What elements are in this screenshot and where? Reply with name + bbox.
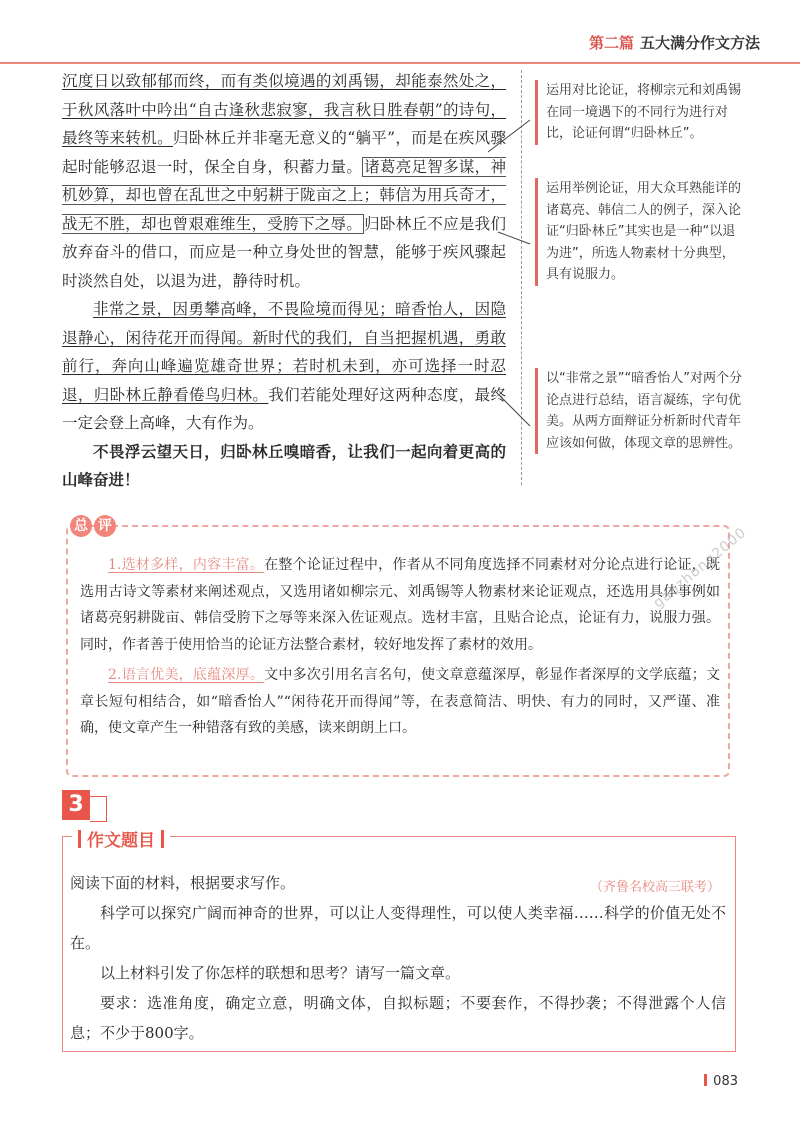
- connector-line-1: [488, 120, 530, 152]
- essay-sentence: 归卧林丘不应是我们放弃奋斗的借口，而应是一种立身处世的智慧，能够于疾风骤起时淡然自处，以退为进，静待时机。: [62, 214, 506, 290]
- topic-heading: [72, 826, 170, 851]
- topic-body: [70, 868, 726, 1048]
- topic-requirement: 要求：选准角度，确定立意，明确文体，自拟标题；不要套作，不得抄袭；不得泄露个人信息；不少于800字。: [70, 994, 726, 1042]
- section-label: 第二篇: [588, 34, 634, 52]
- annotation-note-1: 运用对比论证，将柳宗元和刘禹锡在同一境遇下的不同行为进行对比，论证何谓“归卧林丘”。: [535, 80, 746, 145]
- heading-bar: [161, 830, 164, 848]
- number-badge-tail: [90, 796, 107, 822]
- essay-sentence-boxed: 诸葛亮足智多谋，神机妙算，却也曾在乱世之中躬耕于陇亩之上；韩信为用兵奇才，战无不胜，却也曾艰难维生，受胯下之辱。: [62, 157, 506, 233]
- review-point-heading: 2.语言优美，底蕴深厚。: [108, 667, 265, 683]
- connector-line-3: [496, 392, 530, 426]
- essay-sentence: 沉度日以致郁郁而终，而有类似境遇的刘禹锡，却能泰然处之，于秋风落叶中吟出“自古逢秋悲寂寥，我言秋日胜春朝”的诗句，最终等来转机。: [62, 72, 506, 147]
- annotation-note-2: 运用举例论证，用大众耳熟能详的诸葛亮、韩信二人的例子，深入论证“归卧林丘”其实也是一种“以退为进”，所选人物素材十分典型，具有说服力。: [535, 178, 746, 286]
- essay-sentence: 我们若能处理好这两种态度，最终一定会登上高峰，大有作为。: [62, 385, 506, 432]
- essay-sentence: 非常之景，因勇攀高峰，不畏险境而得见；暗香怡人，因隐退静心，闲待花开而得闻。新时代的我们，自当把握机遇，勇敢前行，奔向山峰遍览雄奇世界；若时机未到，亦可选择一时忍退，归卧林丘静看倦鸟归林。: [62, 300, 506, 404]
- watermark: gaozhong2000: [650, 524, 750, 612]
- topic-question: 以上材料引发了你怎样的联想和思考？请写一篇文章。: [100, 964, 461, 982]
- annotation-note-3: 以“非常之景”“暗香怡人”对两个分论点进行总结，语言凝练，字句优美。从两方面辩证分析新时代青年应该如何做，体现文章的思辨性。: [535, 368, 746, 454]
- topic-title: 作文题目: [87, 831, 155, 851]
- section-number-badge: 3: [62, 790, 90, 820]
- review-point-heading: 1.选材多样，内容丰富。: [108, 557, 265, 573]
- review-badge-char: 总: [70, 515, 92, 537]
- topic-lead: 阅读下面的材料，根据要求写作。: [70, 874, 296, 892]
- review-badge: [70, 515, 116, 537]
- review-point-2: [80, 662, 720, 742]
- connector-line-2: [498, 232, 530, 244]
- topic-material: 科学可以探究广阔而神奇的世界，可以让人变得理性，可以使人类幸福……科学的价值无处不在。: [70, 904, 726, 952]
- review-point-1: [80, 552, 720, 658]
- review-point-text: 在整个论证过程中，作者从不同角度选择不同素材对分论点进行论证，既选用古诗文等素材来阐述观点，又选用诸如柳宗元、刘禹锡等人物素材来论证观点，还选用具体事例如诸葛亮躬耕陇亩、韩信受胯下之辱等来深入佐证观点。选材丰富，且贴合论点，论证有力，说服力强。同时，作者善于使用恰当的论证方法整合素材，较好地发挥了素材的效用。: [80, 557, 721, 653]
- review-badge-char: 评: [94, 515, 116, 537]
- review-point-text: 文中多次引用名言名句，使文章意蕴深厚，彰显作者深厚的文学底蕴；文章长短句相结合，如“暗香怡人”“闲待花开而得闻”等，在表意简洁、明快、有力的同时，又严谨、准确，使文章产生一种错落有致的美感，读来朗朗上口。: [80, 667, 721, 736]
- section-title: 五大满分作文方法: [639, 34, 760, 52]
- essay-sentence: 归卧林丘并非毫无意义的“躺平”，而是在疾风骤起时能够忍退一时，保全自身，积蓄力量。: [62, 129, 506, 176]
- essay-closing: 不畏浮云望天日，归卧林丘嗅暗香，让我们一起向着更高的山峰奋进！: [62, 441, 506, 489]
- topic-source: （齐鲁名校高三联考）: [589, 880, 720, 895]
- page-number: 083: [704, 1074, 738, 1089]
- review-body: [80, 552, 720, 746]
